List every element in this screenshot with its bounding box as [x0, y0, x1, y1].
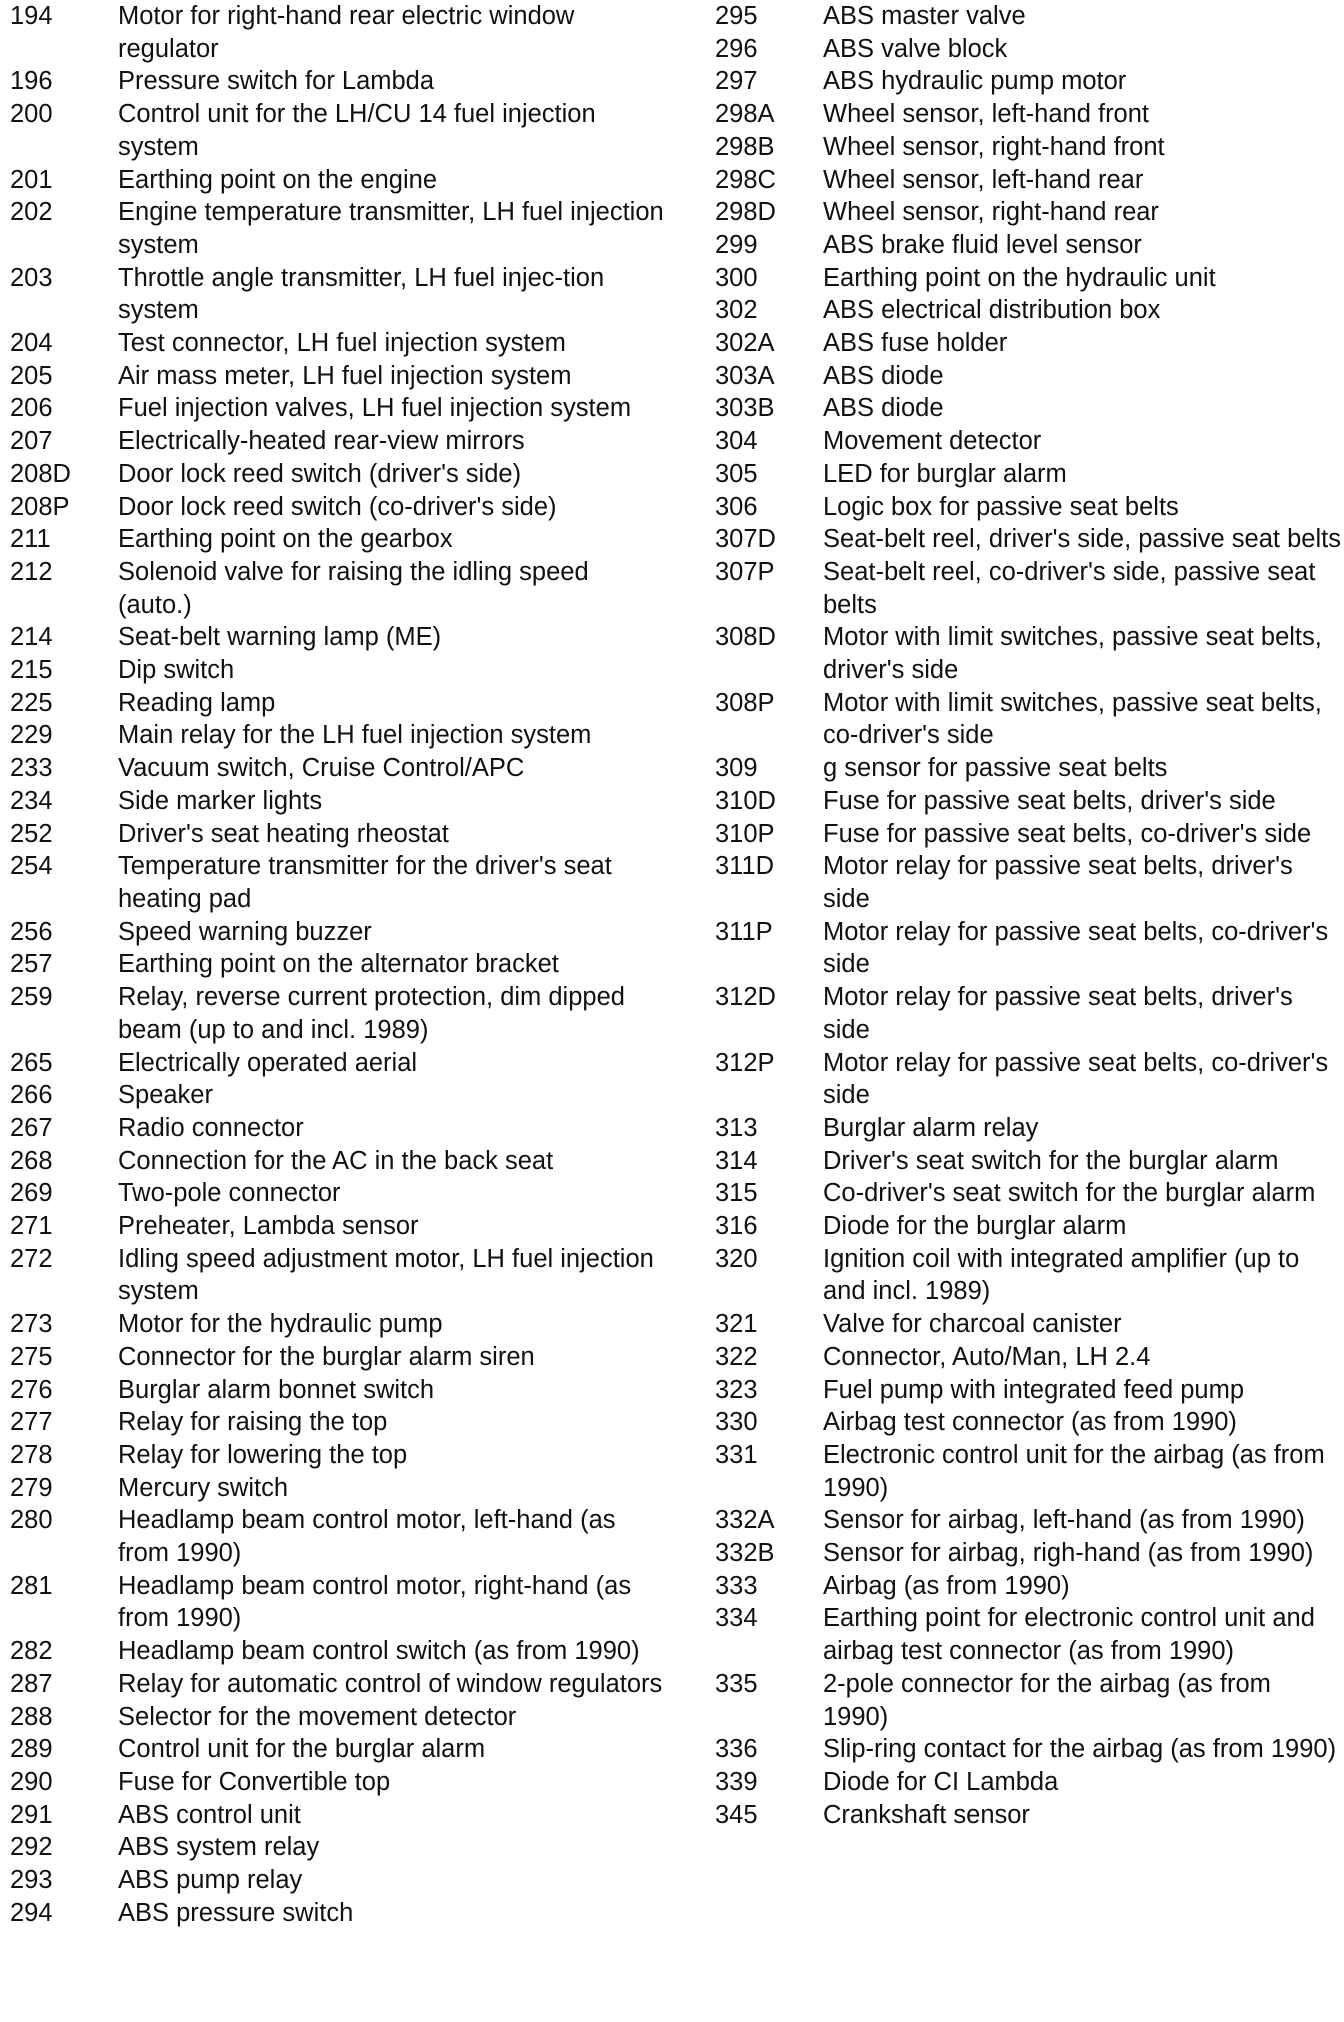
component-description: Wheel sensor, left-hand front	[823, 100, 1150, 129]
legend-entry	[10, 1047, 665, 1080]
component-number: 304	[715, 427, 758, 456]
component-number: 330	[715, 1408, 758, 1437]
legend-entry	[10, 196, 665, 261]
legend-entry	[715, 1112, 1343, 1145]
legend-entry	[715, 491, 1343, 524]
legend-entry	[715, 1210, 1343, 1243]
component-number: 291	[10, 1800, 53, 1829]
component-number: 215	[10, 656, 53, 685]
component-number: 277	[10, 1408, 53, 1437]
component-number: 201	[10, 165, 53, 194]
legend-entry	[10, 1570, 665, 1635]
component-number: 208P	[10, 492, 70, 521]
legend-entry	[715, 1733, 1343, 1766]
component-description: Relay for automatic control of window regulators	[118, 1669, 663, 1698]
component-description: 2-pole connector for the airbag (as from 1990)	[823, 1669, 1271, 1731]
legend-entry	[10, 1079, 665, 1112]
component-description: Headlamp beam control motor, left-hand (as from 1990)	[118, 1506, 616, 1568]
legend-entry	[715, 785, 1343, 818]
component-number: 257	[10, 950, 53, 979]
legend-entry	[10, 360, 665, 393]
component-number: 272	[10, 1244, 53, 1273]
component-number: 336	[715, 1735, 758, 1764]
component-description: Motor relay for passive seat belts, co-driver's side	[823, 917, 1329, 979]
component-number: 299	[715, 230, 758, 259]
legend-entry	[715, 196, 1343, 229]
legend-entry	[715, 1570, 1343, 1603]
component-description: Earthing point on the gearbox	[118, 525, 453, 554]
component-number: 225	[10, 688, 53, 717]
component-number: 211	[10, 525, 51, 554]
component-description: Seat-belt reel, co-driver's side, passive seat belts	[823, 557, 1316, 619]
legend-entry	[10, 1439, 665, 1472]
legend-entry	[715, 327, 1343, 360]
right-column	[715, 0, 1343, 1831]
component-description: Fuel pump with integrated feed pump	[823, 1375, 1244, 1404]
component-description: Reading lamp	[118, 688, 276, 717]
component-description: Door lock reed switch (co-driver's side)	[118, 492, 557, 521]
component-number: 311P	[715, 917, 773, 946]
legend-entry	[10, 1112, 665, 1145]
component-number: 233	[10, 754, 53, 783]
component-description: Test connector, LH fuel injection system	[118, 329, 566, 358]
component-description: ABS valve block	[823, 34, 1008, 63]
component-number: 303B	[715, 394, 775, 423]
legend-entry	[10, 1864, 665, 1897]
component-number: 306	[715, 492, 758, 521]
component-description: Earthing point for electronic control unit and airbag test connector (as from 1990)	[823, 1604, 1315, 1666]
component-description: ABS diode	[823, 394, 944, 423]
component-number: 196	[10, 67, 53, 96]
component-number: 290	[10, 1767, 53, 1796]
component-description: Motor for the hydraulic pump	[118, 1310, 443, 1339]
component-description: Dip switch	[118, 656, 235, 685]
legend-entry	[715, 981, 1343, 1046]
component-number: 292	[10, 1833, 53, 1862]
component-description: Wheel sensor, left-hand rear	[823, 165, 1144, 194]
legend-entry	[715, 916, 1343, 981]
component-number: 315	[715, 1179, 758, 1208]
component-description: Fuel injection valves, LH fuel injection system	[118, 394, 632, 423]
component-description: ABS electrical distribution box	[823, 296, 1161, 325]
legend-entry	[715, 752, 1343, 785]
component-description: Connector for the burglar alarm siren	[118, 1342, 535, 1371]
legend-entry	[10, 1635, 665, 1668]
legend-entry	[10, 1210, 665, 1243]
legend-entry	[715, 229, 1343, 262]
component-number: 333	[715, 1571, 758, 1600]
component-description: Motor relay for passive seat belts, driver's side	[823, 983, 1293, 1044]
legend-entry	[10, 850, 665, 915]
component-description: Seat-belt reel, driver's side, passive seat belts	[823, 525, 1341, 554]
component-description: Connector, Auto/Man, LH 2.4	[823, 1342, 1151, 1371]
legend-entry	[10, 392, 665, 425]
legend-entry	[715, 1668, 1343, 1733]
component-number: 273	[10, 1310, 53, 1339]
legend-entry	[10, 458, 665, 491]
component-number: 303A	[715, 361, 775, 390]
component-description: Motor for right-hand rear electric window regulator	[118, 2, 575, 63]
component-description: Mercury switch	[118, 1473, 289, 1502]
component-number: 310P	[715, 819, 775, 848]
component-description: Slip-ring contact for the airbag (as from 1990)	[823, 1735, 1337, 1764]
component-number: 276	[10, 1375, 53, 1404]
component-description: ABS brake fluid level sensor	[823, 230, 1142, 259]
component-number: 254	[10, 852, 53, 881]
component-description: Preheater, Lambda sensor	[118, 1212, 419, 1241]
component-number: 323	[715, 1375, 758, 1404]
component-number: 307D	[715, 525, 776, 554]
component-description: Driver's seat switch for the burglar alarm	[823, 1146, 1279, 1175]
component-description: Crankshaft sensor	[823, 1800, 1030, 1829]
component-description: ABS system relay	[118, 1833, 320, 1862]
legend-entry	[715, 1341, 1343, 1374]
component-number: 214	[10, 623, 53, 652]
component-description: Control unit for the burglar alarm	[118, 1735, 486, 1764]
legend-entry	[10, 425, 665, 458]
legend-entry	[715, 1439, 1343, 1504]
component-number: 307P	[715, 557, 775, 586]
legend-entry	[715, 65, 1343, 98]
component-description: Diode for CI Lambda	[823, 1767, 1059, 1796]
legend-entry	[10, 1145, 665, 1178]
component-number: 313	[715, 1113, 758, 1142]
left-column	[10, 0, 665, 1929]
component-number: 297	[715, 67, 758, 96]
component-description: Earthing point on the hydraulic unit	[823, 263, 1216, 292]
component-description: Fuse for passive seat belts, driver's side	[823, 786, 1276, 815]
legend-entry	[715, 1243, 1343, 1308]
component-number: 275	[10, 1342, 53, 1371]
legend-entry	[10, 262, 665, 327]
component-number: 289	[10, 1735, 53, 1764]
component-description: Door lock reed switch (driver's side)	[118, 459, 522, 488]
legend-entry	[10, 1374, 665, 1407]
component-number: 302A	[715, 329, 775, 358]
legend-entry	[715, 360, 1343, 393]
component-description: Sensor for airbag, righ-hand (as from 1990)	[823, 1539, 1314, 1568]
component-number: 298C	[715, 165, 776, 194]
legend-entry	[715, 33, 1343, 66]
legend-entry	[10, 1308, 665, 1341]
component-number: 302	[715, 296, 758, 325]
component-description: Motor relay for passive seat belts, co-driver's side	[823, 1048, 1329, 1110]
component-description: ABS hydraulic pump motor	[823, 67, 1127, 96]
component-number: 293	[10, 1866, 53, 1895]
component-number: 296	[715, 34, 758, 63]
component-description: LED for burglar alarm	[823, 459, 1067, 488]
component-description: Temperature transmitter for the driver's seat heating pad	[118, 852, 612, 913]
legend-entry	[10, 556, 665, 621]
component-description: Throttle angle transmitter, LH fuel injec-tion system	[118, 263, 605, 325]
component-description: Burglar alarm relay	[823, 1113, 1039, 1142]
component-description: Movement detector	[823, 427, 1042, 456]
legend-entry	[10, 752, 665, 785]
component-description: ABS fuse holder	[823, 329, 1008, 358]
legend-entry	[715, 262, 1343, 295]
component-number: 308P	[715, 688, 775, 717]
legend-entry	[715, 1177, 1343, 1210]
component-description: Motor relay for passive seat belts, driver's side	[823, 852, 1293, 913]
component-description: Headlamp beam control switch (as from 1990)	[118, 1637, 640, 1666]
component-number: 300	[715, 263, 758, 292]
legend-entry	[715, 425, 1343, 458]
legend-entry	[10, 1831, 665, 1864]
component-description: Control unit for the LH/CU 14 fuel injection system	[118, 100, 596, 161]
legend-entry	[10, 948, 665, 981]
legend-entry	[715, 687, 1343, 752]
legend-entry	[715, 850, 1343, 915]
component-number: 266	[10, 1081, 53, 1110]
component-description: Air mass meter, LH fuel injection system	[118, 361, 572, 390]
component-number: 229	[10, 721, 53, 750]
component-number: 332A	[715, 1506, 775, 1535]
component-number: 280	[10, 1506, 53, 1535]
legend-entry	[715, 1308, 1343, 1341]
component-description: Logic box for passive seat belts	[823, 492, 1179, 521]
component-description: Diode for the burglar alarm	[823, 1212, 1127, 1241]
legend-entry	[10, 719, 665, 752]
component-description: Side marker lights	[118, 786, 323, 815]
component-number: 207	[10, 427, 53, 456]
legend-entry	[10, 1406, 665, 1439]
component-description: Relay for lowering the top	[118, 1440, 408, 1469]
component-number: 252	[10, 819, 53, 848]
legend-entry	[715, 621, 1343, 686]
component-number: 308D	[715, 623, 776, 652]
component-description: Motor with limit switches, passive seat belts, driver's side	[823, 623, 1322, 685]
component-number: 339	[715, 1767, 758, 1796]
component-number: 271	[10, 1212, 53, 1241]
legend-entry	[715, 1047, 1343, 1112]
legend-entry	[10, 785, 665, 818]
component-description: Relay, reverse current protection, dim dipped beam (up to and incl. 1989)	[118, 983, 625, 1044]
component-number: 288	[10, 1702, 53, 1731]
component-description: g sensor for passive seat belts	[823, 754, 1168, 783]
component-number: 331	[715, 1440, 758, 1469]
component-number: 298D	[715, 198, 776, 227]
legend-entry	[715, 98, 1343, 131]
component-number: 206	[10, 394, 53, 423]
component-description: Earthing point on the engine	[118, 165, 437, 194]
component-description: Fuse for passive seat belts, co-driver's side	[823, 819, 1312, 848]
component-description: Seat-belt warning lamp (ME)	[118, 623, 442, 652]
legend-entry	[10, 1472, 665, 1505]
legend-entry	[10, 1341, 665, 1374]
component-number: 200	[10, 100, 53, 129]
legend-entry	[10, 1766, 665, 1799]
legend-entry	[715, 392, 1343, 425]
component-description: Electrically-heated rear-view mirrors	[118, 427, 525, 456]
component-description: Solenoid valve for raising the idling speed (auto.)	[118, 557, 589, 619]
component-description: Idling speed adjustment motor, LH fuel injection system	[118, 1244, 654, 1306]
legend-entry	[715, 1504, 1343, 1537]
component-description: Electronic control unit for the airbag (as from 1990)	[823, 1440, 1325, 1502]
legend-entry	[10, 65, 665, 98]
component-number: 256	[10, 917, 53, 946]
legend-entry	[10, 818, 665, 851]
component-description: Radio connector	[118, 1113, 304, 1142]
legend-entry	[10, 1733, 665, 1766]
component-number: 259	[10, 983, 53, 1012]
component-description: Two-pole connector	[118, 1179, 341, 1208]
component-number: 345	[715, 1800, 758, 1829]
component-number: 287	[10, 1669, 53, 1698]
legend-entry	[10, 1799, 665, 1832]
component-number: 334	[715, 1604, 758, 1633]
component-description: ABS control unit	[118, 1800, 301, 1829]
component-number: 322	[715, 1342, 758, 1371]
component-description: Wheel sensor, right-hand rear	[823, 198, 1159, 227]
legend-entry	[715, 294, 1343, 327]
legend-entry	[10, 1701, 665, 1734]
component-number: 202	[10, 198, 53, 227]
legend-entry	[715, 1537, 1343, 1570]
component-description: ABS pressure switch	[118, 1898, 354, 1927]
component-number: 265	[10, 1048, 53, 1077]
component-description: Airbag test connector (as from 1990)	[823, 1408, 1237, 1437]
component-number: 194	[10, 2, 53, 30]
legend-entry	[10, 0, 665, 65]
component-description: Co-driver's seat switch for the burglar alarm	[823, 1179, 1316, 1208]
component-number: 282	[10, 1637, 53, 1666]
component-number: 311D	[715, 852, 775, 881]
component-number: 279	[10, 1473, 53, 1502]
component-description: Speaker	[118, 1081, 213, 1110]
component-description: Wheel sensor, right-hand front	[823, 132, 1165, 161]
legend-entry	[10, 916, 665, 949]
legend-entry	[10, 687, 665, 720]
legend-entry	[715, 1145, 1343, 1178]
component-number: 267	[10, 1113, 53, 1142]
component-description: Headlamp beam control motor, right-hand (as from 1990)	[118, 1571, 632, 1633]
component-description: Fuse for Convertible top	[118, 1767, 391, 1796]
legend-entry	[715, 1766, 1343, 1799]
component-number: 305	[715, 459, 758, 488]
component-number: 208D	[10, 459, 71, 488]
legend-entry	[10, 1504, 665, 1569]
legend-entry	[715, 1406, 1343, 1439]
component-description: ABS master valve	[823, 2, 1026, 30]
component-description: Driver's seat heating rheostat	[118, 819, 449, 848]
component-description: Airbag (as from 1990)	[823, 1571, 1070, 1600]
legend-entry	[715, 458, 1343, 491]
legend-entry	[715, 1374, 1343, 1407]
component-number: 321	[715, 1310, 758, 1339]
component-number: 332B	[715, 1539, 775, 1568]
legend-entry	[715, 523, 1343, 556]
component-number: 268	[10, 1146, 53, 1175]
legend-entry	[10, 164, 665, 197]
component-number: 295	[715, 2, 758, 30]
component-description: Main relay for the LH fuel injection system	[118, 721, 592, 750]
component-description: Engine temperature transmitter, LH fuel injection system	[118, 198, 664, 259]
legend-entry	[715, 0, 1343, 33]
component-number: 278	[10, 1440, 53, 1469]
component-number: 298B	[715, 132, 775, 161]
component-description: Ignition coil with integrated amplifier (up to and incl. 1989)	[823, 1244, 1300, 1306]
component-description: Motor with limit switches, passive seat belts, co-driver's side	[823, 688, 1322, 750]
component-description: Sensor for airbag, left-hand (as from 1990)	[823, 1506, 1305, 1535]
component-description: Vacuum switch, Cruise Control/APC	[118, 754, 525, 783]
component-number: 310D	[715, 786, 776, 815]
component-number: 312D	[715, 983, 776, 1012]
legend-entry	[10, 1177, 665, 1210]
component-number: 281	[10, 1571, 53, 1600]
legend-entry	[10, 621, 665, 654]
legend-entry	[715, 164, 1343, 197]
component-description: Earthing point on the alternator bracket	[118, 950, 559, 979]
component-number: 316	[715, 1212, 758, 1241]
component-number: 234	[10, 786, 53, 815]
component-number: 312P	[715, 1048, 775, 1077]
component-number: 212	[10, 557, 53, 586]
component-number: 294	[10, 1898, 53, 1927]
component-description: Electrically operated aerial	[118, 1048, 418, 1077]
component-description: ABS diode	[823, 361, 944, 390]
component-description: ABS pump relay	[118, 1866, 303, 1895]
legend-entry	[10, 1668, 665, 1701]
legend-entry	[715, 131, 1343, 164]
component-number: 269	[10, 1179, 53, 1208]
legend-entry	[10, 523, 665, 556]
legend-entry	[715, 818, 1343, 851]
legend-entry	[10, 327, 665, 360]
component-description: Relay for raising the top	[118, 1408, 388, 1437]
component-description: Pressure switch for Lambda	[118, 67, 435, 96]
component-description: Connection for the AC in the back seat	[118, 1146, 554, 1175]
legend-entry	[10, 1897, 665, 1930]
component-number: 309	[715, 754, 758, 783]
legend-entry	[10, 98, 665, 163]
legend-entry	[715, 1799, 1343, 1832]
legend-entry	[10, 981, 665, 1046]
legend-entry	[10, 1243, 665, 1308]
component-number: 335	[715, 1669, 758, 1698]
legend-entry	[715, 1602, 1343, 1667]
legend-entry	[715, 556, 1343, 621]
component-number: 203	[10, 263, 53, 292]
legend-entry	[10, 491, 665, 524]
component-description: Valve for charcoal canister	[823, 1310, 1122, 1339]
component-number: 204	[10, 329, 53, 358]
component-number: 320	[715, 1244, 758, 1273]
component-number: 314	[715, 1146, 758, 1175]
component-number: 205	[10, 361, 53, 390]
legend-entry	[10, 654, 665, 687]
component-description: Speed warning buzzer	[118, 917, 372, 946]
component-number: 298A	[715, 100, 775, 129]
component-description: Burglar alarm bonnet switch	[118, 1375, 435, 1404]
component-description: Selector for the movement detector	[118, 1702, 517, 1731]
